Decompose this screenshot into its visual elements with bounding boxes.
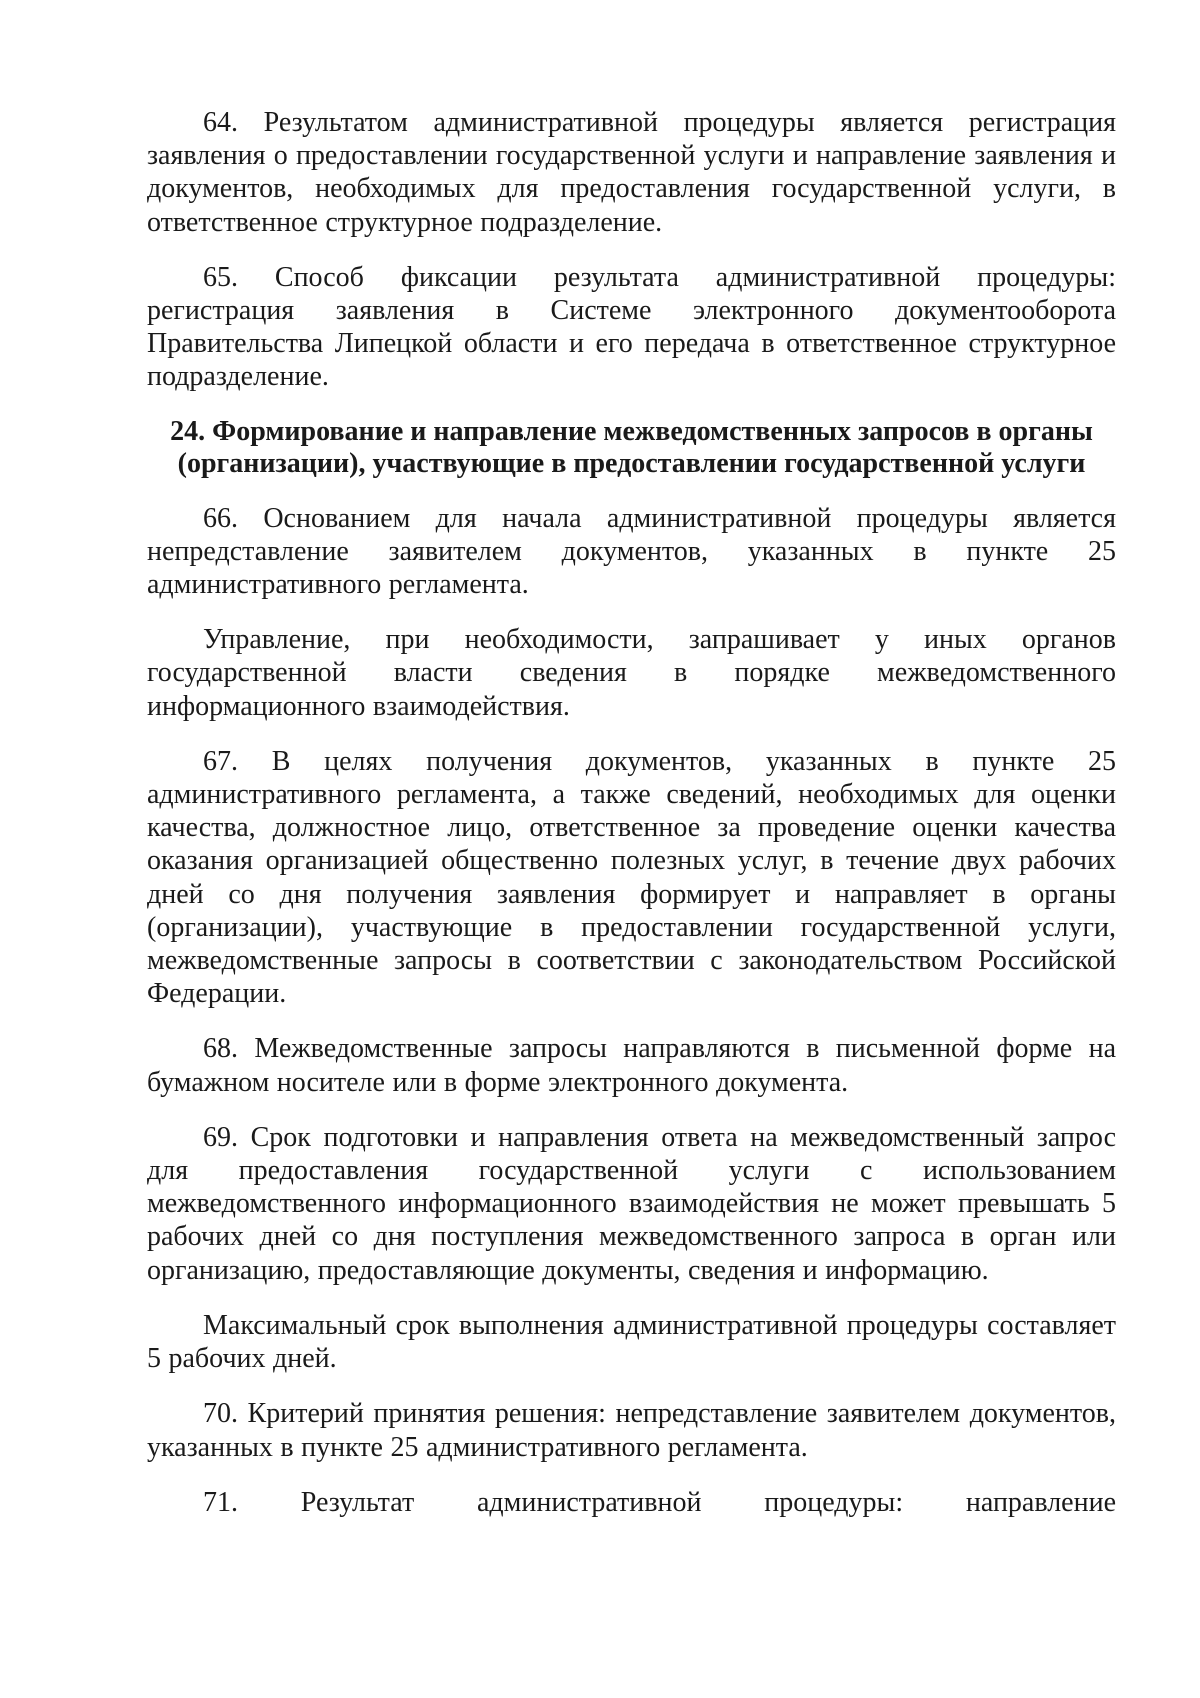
paragraph-64: 64. Результатом административной процедуры является регистрация заявления о предоставлении государственной услуги и направление заявления и документов, необходимых для предоставления государственной услуги, в ответственное структурное подразделение.: [147, 107, 1116, 238]
document-page: [147, 106, 1116, 1519]
paragraph-69-max-term: Максимальный срок выполнения административной процедуры составляет 5 рабочих дней.: [147, 1309, 1116, 1375]
paragraph-66: 66. Основанием для начала административной процедуры является непредставление заявителем документов, указанных в пункте 25 административного регламента.: [147, 502, 1116, 601]
paragraph-65: 65. Способ фиксации результата административной процедуры: регистрация заявления в Системе электронного документооборота Правительства Липецкой области и его передача в ответственное структурное подразделение.: [147, 261, 1116, 393]
paragraph-66-continuation: Управление, при необходимости, запрашивает у иных органов государственной власти сведения в порядке межведомственного информационного взаимодействия.: [147, 624, 1116, 722]
paragraph-67: 67. В целях получения документов, указанных в пункте 25 административного регламента, а также сведений, необходимых для оценки качества, должностное лицо, ответственное за проведение оценки качества оказания организацией общественно полезных услуг, в течение двух рабочих дней со дня получения заявления формирует и направляет в органы (организации), участвующие в предоставлении государственной услуги, межведомственные запросы в соответствии с законодательством Российской Федерации.: [147, 745, 1116, 1010]
section-heading: 24. Формирование и направление межведомственных запросов в органы (организации), участвующие в предоставлении государственной услуги: [170, 415, 1093, 479]
paragraph-70: 70. Критерий принятия решения: непредставление заявителем документов, указанных в пункте 25 административного регламента.: [147, 1398, 1116, 1463]
paragraph-71-start: 71. Результат административной процедуры: направление: [203, 1486, 1116, 1518]
paragraph-69: 69. Срок подготовки и направления ответа на межведомственный запрос для предоставления государственной услуги с использованием межведомственного информационного взаимодействия не может превышать 5 рабочих дней со дня поступления межведомственного запроса в орган или организацию, предоставляющие документы, сведения и информацию.: [147, 1121, 1116, 1286]
paragraph-68: 68. Межведомственные запросы направляются в письменной форме на бумажном носителе или в форме электронного документа.: [147, 1033, 1116, 1098]
